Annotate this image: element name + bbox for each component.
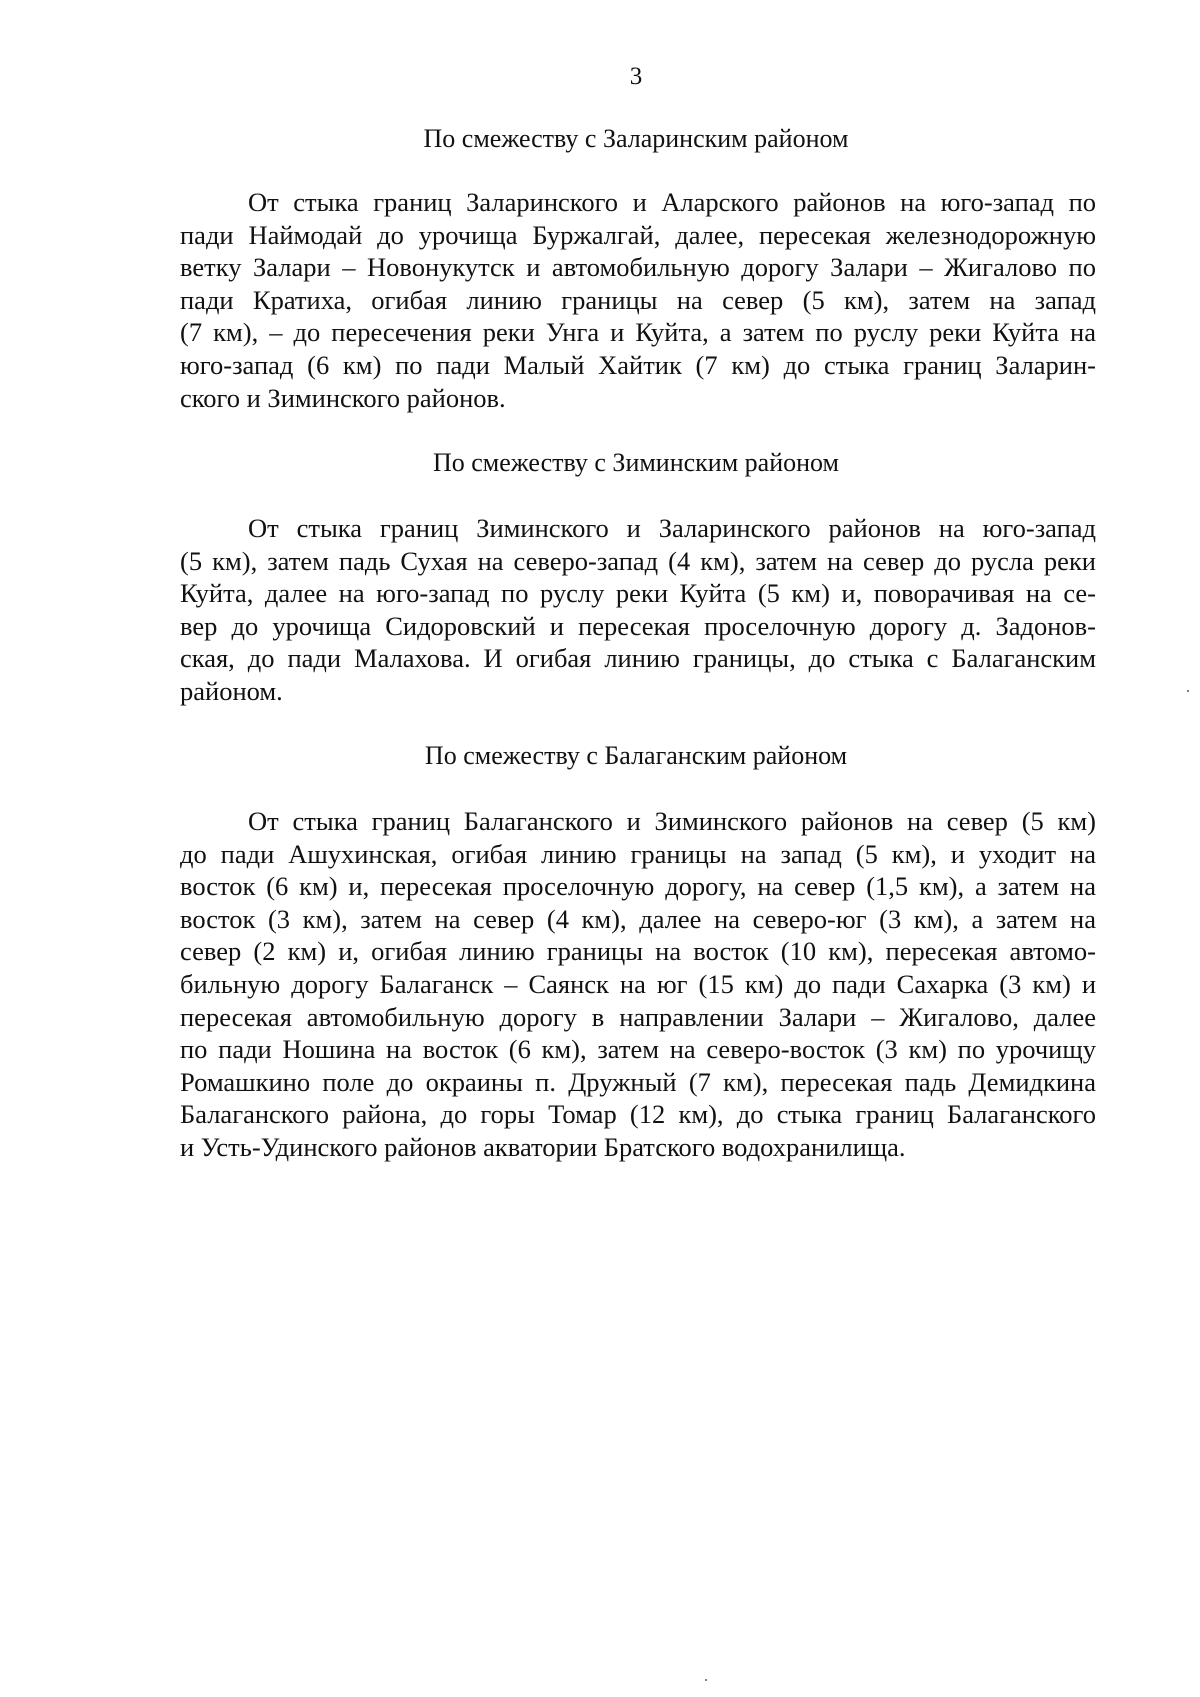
text-line: От стыка границ Заларинского и Аларского районов на юго-запад по xyxy=(248,187,1096,217)
section-body-zima xyxy=(180,512,1096,708)
text-line: ветку Залари – Новонукутск и автомобильную дорогу Залари – Жигалово по xyxy=(180,252,1096,283)
text-line: пади Наймодай до урочища Буржалгай, далее, пересекая железнодорожную xyxy=(180,219,1096,250)
text-line: вер до урочища Сидоровский и пересекая проселочную дорогу д. Задонов- xyxy=(180,610,1096,641)
text-line: по пади Ношина на восток (6 км), затем на северо-восток (3 км) по урочищу xyxy=(180,1034,1096,1065)
section-title-zalari: По смежеству с Заларинским районом xyxy=(423,124,849,153)
section-title-zima: По смежеству с Зиминским районом xyxy=(432,448,840,477)
text-line: юго-запад (6 км) по пади Малый Хайтик (7 км) до стыка границ Заларин- xyxy=(180,349,1096,380)
text-line: районом. xyxy=(180,675,283,706)
text-line: Балаганского района, до горы Томар (12 км), до стыка границ Балаганского xyxy=(180,1099,1096,1130)
text-line: Куйта, далее на юго-запад по руслу реки Куйта (5 км) и, поворачивая на се- xyxy=(180,578,1096,609)
text-line: и Усть-Удинского районов акватории Братского водохранилища. xyxy=(180,1131,906,1162)
text-line: ского и Зиминского районов. xyxy=(180,382,506,413)
text-line: бильную дорогу Балаганск – Саянск на юг (15 км) до пади Сахарка (3 км) и xyxy=(180,968,1096,999)
text-line: до пади Ашухинская, огибая линию границы на запад (5 км), и уходит на xyxy=(180,838,1096,869)
section-title-balagansk: По смежеству с Балаганским районом xyxy=(424,741,848,770)
text-line: пересекая автомобильную дорогу в направлении Залари – Жигалово, далее xyxy=(180,1001,1096,1032)
text-line: ская, до пади Малахова. И огибая линию границы, до стыка с Балаганским xyxy=(180,643,1096,674)
text-line: пади Кратиха, огибая линию границы на север (5 км), затем на запад xyxy=(180,284,1096,315)
text-line: От стыка границ Зиминского и Заларинского районов на юго-запад xyxy=(248,513,1096,543)
text-line: восток (6 км) и, пересекая проселочную дорогу, на север (1,5 км), а затем на xyxy=(180,871,1096,902)
text-line: север (2 км) и, огибая линию границы на восток (10 км), пересекая автомо- xyxy=(180,936,1096,967)
page-number: 3 xyxy=(629,63,643,90)
scan-speck xyxy=(1187,690,1189,692)
text-line: (5 км), затем падь Сухая на северо-запад (4 км), затем на север до русла реки xyxy=(180,545,1096,576)
text-line: (7 км), – до пересечения реки Унга и Куйта, а затем по руслу реки Куйта на xyxy=(180,317,1096,348)
text-line: От стыка границ Балаганского и Зиминского районов на север (5 км) xyxy=(248,806,1096,836)
text-line: восток (3 км), затем на север (4 км), далее на северо-юг (3 км), а затем на xyxy=(180,903,1096,934)
section-body-zalari xyxy=(180,186,1096,414)
text-line: Ромашкино поле до окраины п. Дружный (7 км), пересекая падь Демидкина xyxy=(180,1066,1096,1097)
scan-speck xyxy=(705,1679,707,1681)
section-body-balagansk xyxy=(180,805,1096,1164)
